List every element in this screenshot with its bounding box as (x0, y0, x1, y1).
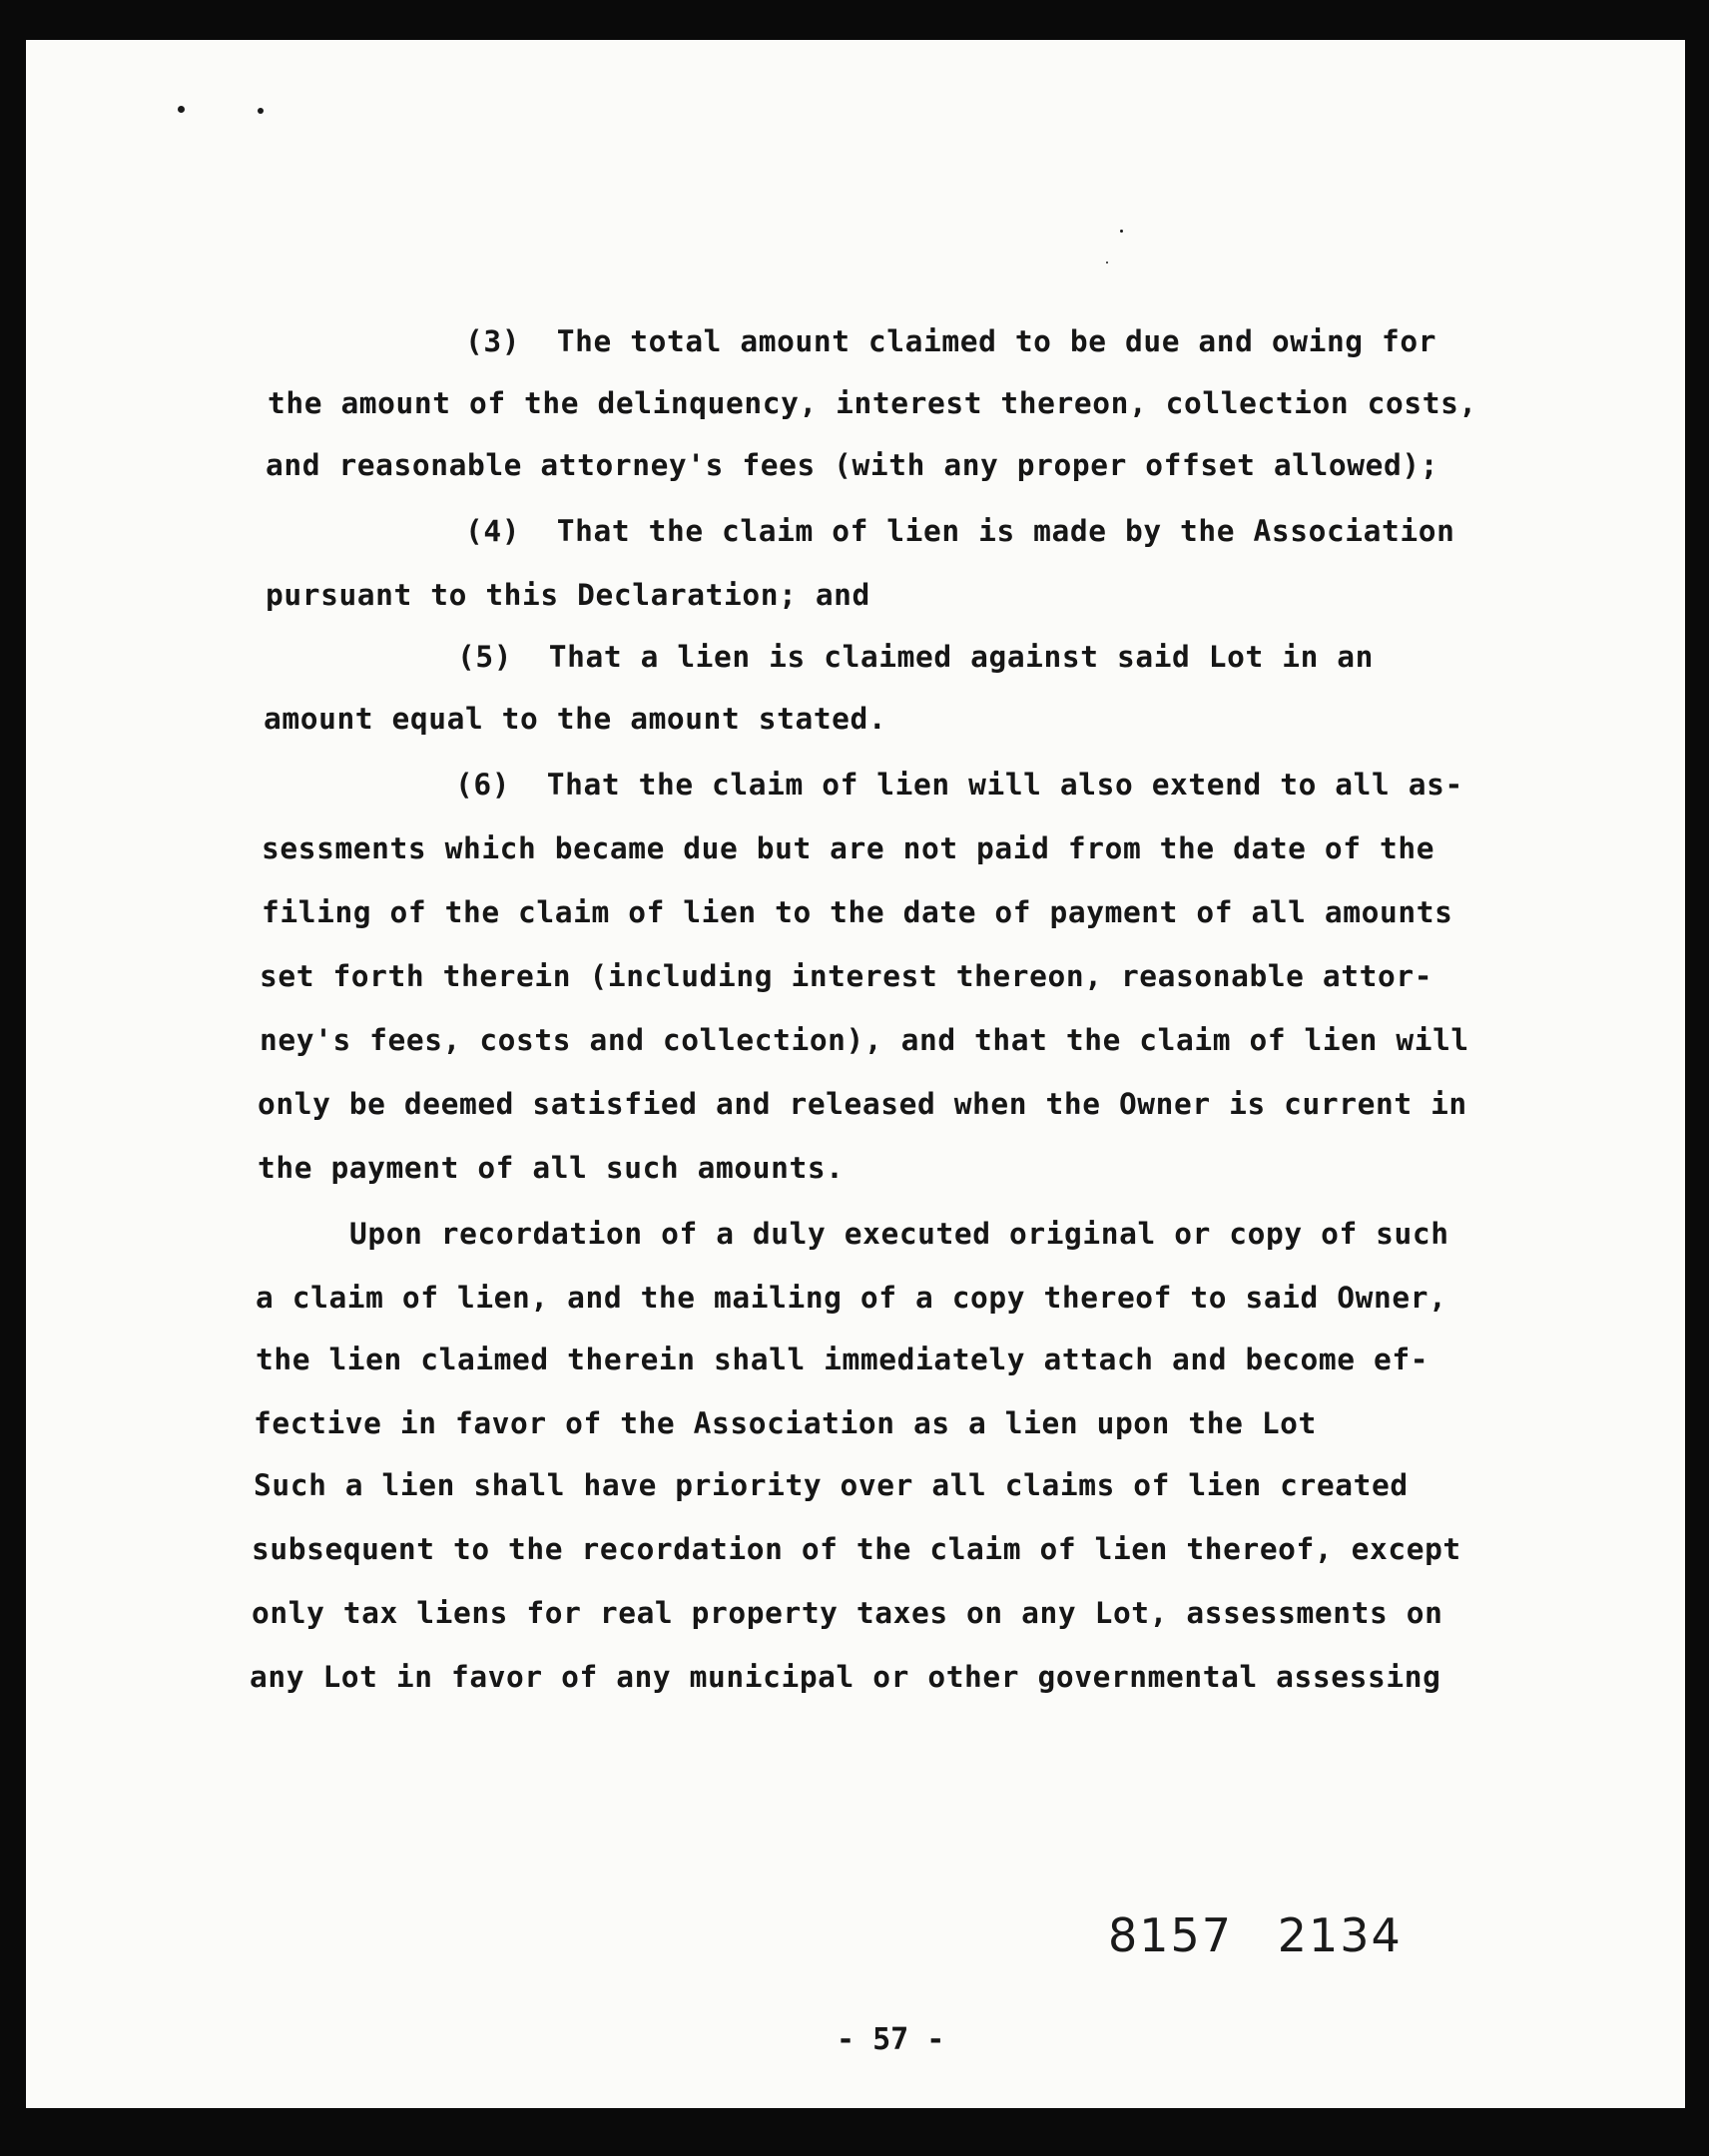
scan-speck (1120, 230, 1123, 233)
recording-reference-number: 8157 2134 (1108, 1908, 1403, 1962)
text-line: the amount of the delinquency, interest thereon, collection costs, (268, 386, 1477, 420)
scan-speck (258, 108, 264, 114)
text-line: amount equal to the amount stated. (264, 702, 887, 736)
text-line: (6) That the claim of lien will also extend to all as- (455, 768, 1463, 802)
text-line: (5) That a lien is claimed against said Lot in an (457, 640, 1375, 674)
text-line: the payment of all such amounts. (258, 1151, 845, 1185)
text-line: (3) The total amount claimed to be due and owing for (465, 324, 1437, 358)
scan-speck (178, 106, 185, 113)
text-line: a claim of lien, and the mailing of a copy thereof to said Owner, (256, 1281, 1447, 1315)
text-line: pursuant to this Declaration; and (266, 578, 870, 612)
text-line: (4) That the claim of lien is made by the Association (465, 514, 1455, 548)
page-number: - 57 - (837, 2022, 945, 2057)
text-line: filing of the claim of lien to the date of payment of all amounts (262, 895, 1453, 929)
text-line: fective in favor of the Association as a lien upon the Lot (254, 1406, 1317, 1440)
text-line: Such a lien shall have priority over all claims of lien created (254, 1468, 1409, 1502)
text-line: set forth therein (including interest thereon, reasonable attor- (260, 959, 1433, 993)
text-line: only be deemed satisfied and released when the Owner is current in (258, 1087, 1467, 1121)
text-line: and reasonable attorney's fees (with any proper offset allowed); (266, 448, 1439, 482)
text-line: ney's fees, costs and collection), and that the claim of lien will (260, 1023, 1469, 1057)
text-line: the lien claimed therein shall immediately attach and become ef- (256, 1343, 1429, 1376)
scan-speck (1106, 262, 1108, 264)
text-line: subsequent to the recordation of the claim of lien thereof, except (252, 1532, 1461, 1566)
document-page (26, 40, 1685, 2108)
text-line: only tax liens for real property taxes on any Lot, assessments on (252, 1596, 1443, 1630)
text-line: Upon recordation of a duly executed original or copy of such (349, 1217, 1449, 1251)
text-line: any Lot in favor of any municipal or other governmental assessing (250, 1660, 1441, 1694)
text-line: sessments which became due but are not paid from the date of the (262, 831, 1435, 865)
